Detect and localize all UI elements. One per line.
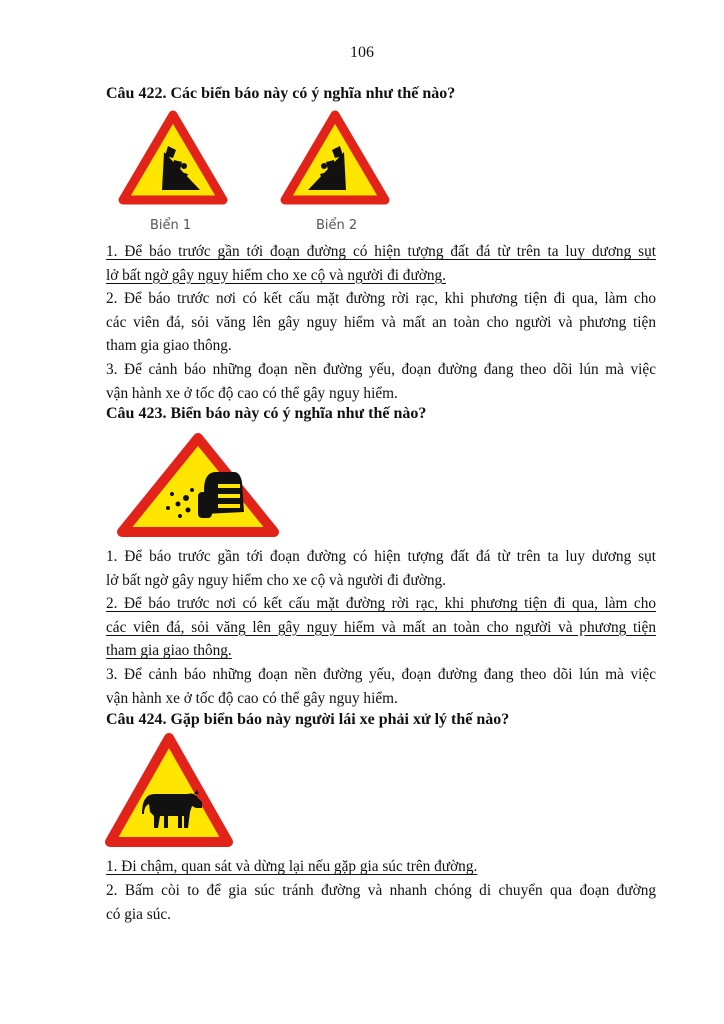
answer-422-1 [106,240,656,287]
loose-gravel-sign-icon [116,432,280,540]
answer-424-2 [106,879,656,926]
answer-line: 3. Để cảnh báo những đoạn nền đường yếu, đoạn đường đang theo dõi lún mà việc [106,361,656,378]
answer-423-2 [106,592,656,663]
answer-line: tham gia giao thông. [106,337,232,354]
answer-422-2 [106,287,656,358]
answer-423-3 [106,663,656,710]
answer-line: 3. Để cảnh báo những đoạn nền đường yếu, đoạn đường đang theo dõi lún mà việc [106,666,656,683]
answer-line: có gia súc. [106,905,171,923]
cattle-crossing-sign-icon [104,732,234,850]
answer-line: các viên đá, sỏi văng lên gây nguy hiểm và mất an toàn cho người và phương tiện [106,313,656,331]
falling-rocks-right-sign-icon [280,110,390,208]
answer-line: tham gia giao thông. [106,642,232,659]
sign-caption-1: Biển 1 [150,218,192,233]
answer-line: các viên đá, sỏi văng lên gây nguy hiểm và mất an toàn cho người và phương tiện [106,618,656,636]
answer-line: 2. Để báo trước nơi có kết cấu mặt đường rời rạc, khi phương tiện đi qua, làm cho [106,290,656,307]
answer-line: vận hành xe ở tốc độ cao có thể gây nguy hiểm. [106,384,398,402]
answer-line: 1. Để báo trước gần tới đoạn đường có hiện tượng đất đá từ trên ta luy dương sụt [106,548,656,565]
page-number: 106 [350,44,374,61]
answer-423-1 [106,545,656,592]
question-422-title: Câu 422. Các biển báo này có ý nghĩa như thế nào? [106,85,456,102]
answer-line: 1. Đi chậm, quan sát và dừng lại nếu gặp gia súc trên đường. [106,858,478,875]
answer-line: lở bất ngờ gây nguy hiểm cho xe cộ và người đi đường. [106,571,446,589]
answer-line: vận hành xe ở tốc độ cao có thể gây nguy hiểm. [106,689,398,707]
answer-line: lở bất ngờ gây nguy hiểm cho xe cộ và người đi đường. [106,266,446,284]
sign-caption-2: Biển 2 [316,218,358,233]
question-423-title: Câu 423. Biển báo này có ý nghĩa như thế nào? [106,405,427,422]
answer-422-3 [106,358,656,405]
answer-line: 2. Bấm còi to để gia súc tránh đường và nhanh chóng di chuyển qua đoạn đường [106,882,656,899]
answer-424-1 [106,855,656,879]
answer-line: 1. Để báo trước gần tới đoạn đường có hiện tượng đất đá từ trên ta luy dương sụt [106,243,656,260]
answer-line: 2. Để báo trước nơi có kết cấu mặt đường rời rạc, khi phương tiện đi qua, làm cho [106,595,656,612]
question-424-title: Câu 424. Gặp biển báo này người lái xe phải xử lý thế nào? [106,711,510,728]
falling-rocks-left-sign-icon [118,110,228,208]
